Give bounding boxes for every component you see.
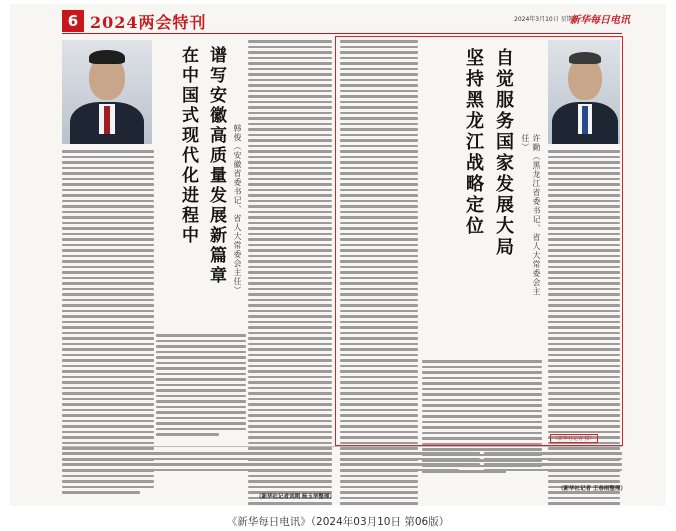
right-article-title-line1: 自觉服务国家发展大局 (493, 48, 514, 258)
header-divider (62, 33, 622, 34)
bottom-left-text (62, 452, 332, 471)
right-article-column-1 (340, 40, 418, 506)
page-number: 6 (62, 10, 84, 32)
bottom-divider (62, 446, 622, 447)
photo-credit-label: （新华社记者 摄） (550, 434, 598, 443)
issue-date: 2024年3月10日 星期日 (514, 16, 579, 23)
right-article-credit: （新华社记者 王春雨整理） (558, 486, 626, 492)
right-article-author: 许勤（黑龙江省委书记、省人大常委会主任） (521, 134, 541, 296)
left-article-title-line1: 谱写安徽高质量发展新篇章 (206, 46, 226, 286)
page-header (10, 4, 666, 32)
left-article-author: 韩俊（安徽省委书记、省人大常委会主任） (233, 124, 242, 295)
bottom-right-text-1 (340, 452, 480, 471)
left-author-photo (62, 40, 152, 144)
page-caption: 《新华每日电讯》（2024年03月10日 第06版） (226, 516, 450, 528)
left-article-column-3 (248, 40, 332, 506)
left-article-column-2 (156, 334, 246, 436)
paper-name: 新华每日电讯 (570, 15, 630, 26)
section-title: 2024两会特刊 (90, 13, 207, 32)
newspaper-page (10, 4, 666, 506)
right-article-title-line2: 坚持黑龙江战略定位 (463, 48, 484, 237)
left-article-credit: （新华社记者刘朔 杨玉华整理） (256, 494, 335, 500)
bottom-right-text-2 (484, 452, 622, 471)
left-article-title-line2: 在中国式现代化进程中 (178, 46, 198, 246)
right-author-photo (548, 40, 620, 144)
